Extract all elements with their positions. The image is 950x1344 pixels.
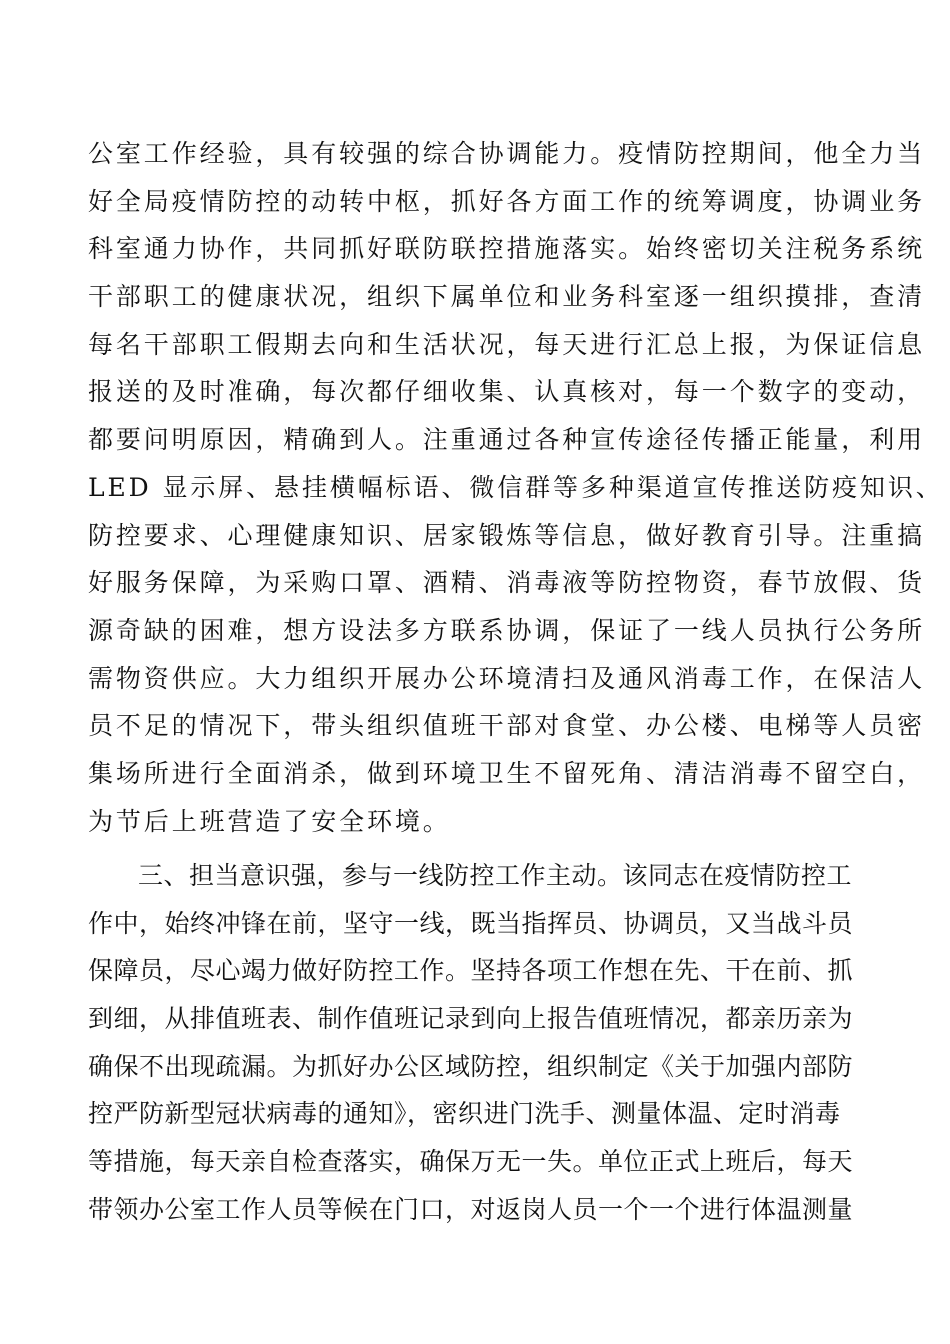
text-line: 确保不出现疏漏。为抓好办公区域防控，组织制定《关于加强内部防 [88, 1051, 854, 1081]
text-line: 科室通力协作，共同抓好联防联控措施落实。始终密切关注税务系统 [88, 234, 926, 264]
text-line: 需物资供应。大力组织开展办公环境清扫及通风消毒工作，在保洁人 [88, 663, 926, 693]
text-line: 每名干部职工假期去向和生活状况，每天进行汇总上报，为保证信息 [88, 329, 926, 359]
text-line: 好服务保障，为采购口罩、酒精、消毒液等防控物资，春节放假、货 [88, 568, 926, 598]
section-heading-line: 三、担当意识强，参与一线防控工作主动。该同志在疫情防控工 [138, 861, 853, 890]
text-line: 保障员，尽心竭力做好防控工作。坚持各项工作想在先、干在前、抓 [88, 956, 854, 986]
text-line: LED 显示屏、悬挂横幅标语、微信群等多种渠道宣传推送防疫知识、 [88, 472, 944, 502]
text-line: 干部职工的健康状况，组织下属单位和业务科室逐一组织摸排，查清 [88, 282, 926, 312]
text-line: 到细，从排值班表、制作值班记录到向上报告值班情况，都亲历亲为 [88, 1004, 854, 1034]
text-line: 好全局疫情防控的动转中枢，抓好各方面工作的统筹调度，协调业务 [88, 186, 926, 216]
text-line: 报送的及时准确，每次都仔细收集、认真核对，每一个数字的变动， [88, 377, 926, 407]
text-line: 防控要求、心理健康知识、居家锻炼等信息，做好教育引导。注重搞 [88, 520, 926, 550]
text-line: 为节后上班营造了安全环境。 [88, 806, 451, 836]
paragraph-2 [88, 852, 863, 1234]
text-line: 等措施，每天亲自检查落实，确保万无一失。单位正式上班后，每天 [88, 1147, 854, 1177]
paragraph-1 [88, 130, 944, 845]
text-line: 都要问明原因，精确到人。注重通过各种宣传途径传播正能量，利用 [88, 425, 926, 455]
text-line: 带领办公室工作人员等候在门口，对返岗人员一个一个进行体温测量 [88, 1194, 854, 1224]
text-line: 源奇缺的困难，想方设法多方联系协调，保证了一线人员执行公务所 [88, 615, 926, 645]
text-line: 控严防新型冠状病毒的通知》，密织进门洗手、测量体温、定时消毒 [88, 1099, 841, 1129]
text-line: 集场所进行全面消杀，做到环境卫生不留死角、清洁消毒不留空白， [88, 758, 926, 788]
text-line: 作中，始终冲锋在前，坚守一线，既当指挥员、协调员，又当战斗员 [88, 908, 854, 938]
text-line: 公室工作经验，具有较强的综合协调能力。疫情防控期间，他全力当 [88, 139, 926, 168]
text-line: 员不足的情况下，带头组织值班干部对食堂、办公楼、电梯等人员密 [88, 711, 926, 741]
